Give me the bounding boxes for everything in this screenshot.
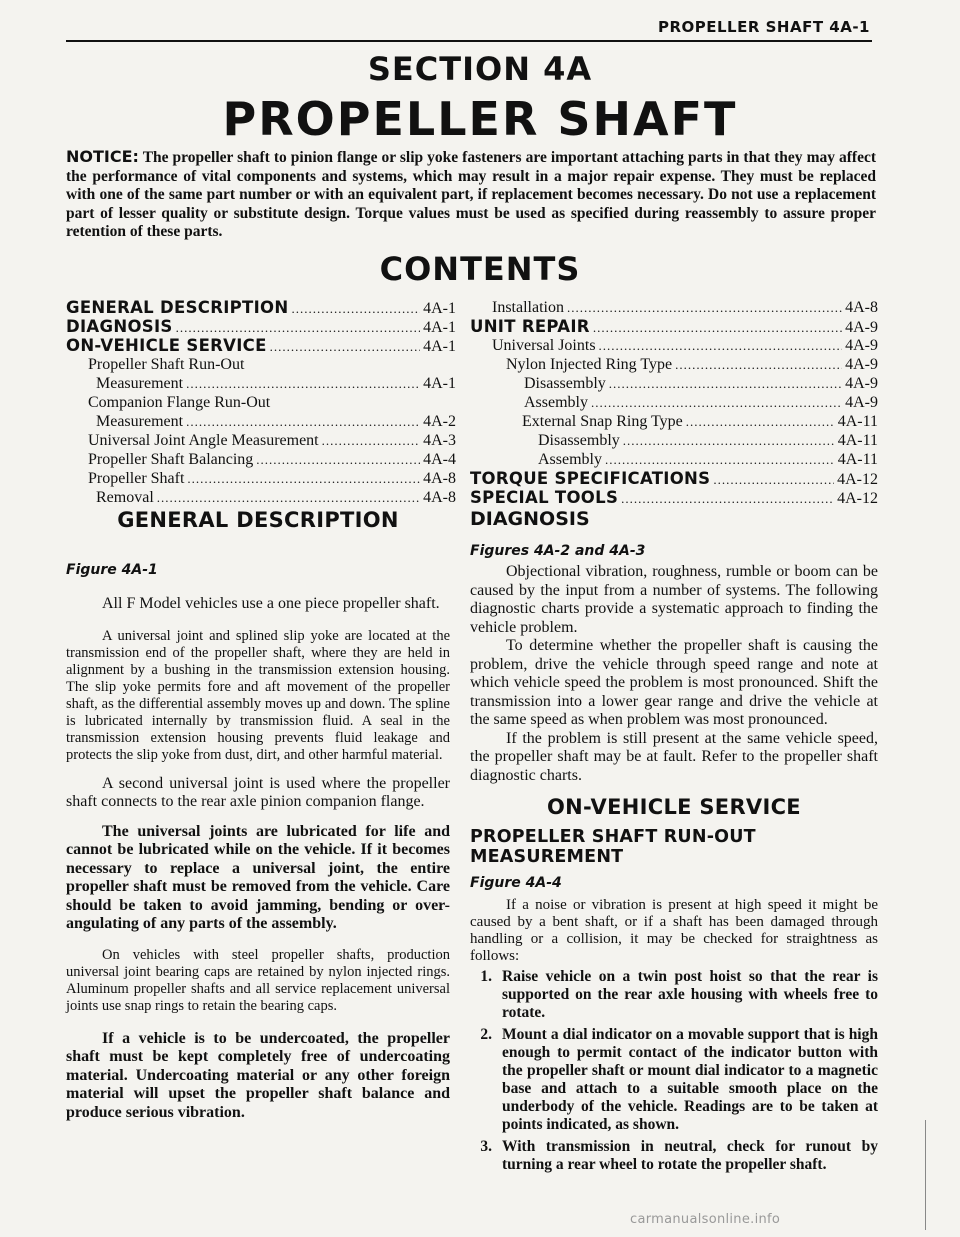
section-label: SECTION 4A: [367, 50, 593, 88]
notice-label: NOTICE:: [66, 147, 139, 166]
toc-entry[interactable]: [66, 450, 456, 469]
diagnosis-paragraph: If the problem is still present at the same vehicle speed, the propeller shaft may be at fault. Refer to the propeller shaft diagnostic charts.: [470, 729, 878, 784]
toc-entry-title: Removal: [96, 489, 154, 506]
toc-entry-page: 4A-1: [423, 338, 456, 355]
step-text: Raise vehicle on a twin post hoist so that the rear is supported on the rear axle housing with wheels free to rotate.: [502, 968, 878, 1021]
toc-entry-page: 4A-9: [845, 394, 878, 411]
toc-entry-page: 4A-8: [423, 470, 456, 487]
toc-entry[interactable]: [470, 336, 878, 355]
notice-text: The propeller shaft to pinion flange or slip yoke fasteners are important attaching parts in that they may affect the performance of vital components and systems, which may result in a major repair expense. They must be replaced with one of the same part number or with an equivalent part, if replacement becomes necessary. Do not use a replacement part of lesser quality or substitute design. Torque values must be used as specified during reassembly to assure proper retention of these parts.: [66, 149, 876, 240]
onvehicle-paragraph: If a noise or vibration is present at high speed it might be caused by a bent shaft, or if a shaft has been damaged through handling or a collision, it may be checked for straightness as follows:: [470, 897, 878, 964]
toc-entry-title: Companion Flange Run-Out: [88, 394, 271, 411]
contents-title: CONTENTS: [379, 250, 581, 288]
general-paragraph: On vehicles with steel propeller shafts, production universal joint bearing caps are retained by nylon injected rings. Aluminum propeller shafts and all service replacement universal joints use snap rings to retain the bearing caps.: [66, 946, 450, 1014]
toc-entry[interactable]: [470, 469, 878, 488]
toc-entry[interactable]: [470, 374, 878, 393]
toc-entry-page: 4A-8: [423, 489, 456, 506]
watermark: carmanualsonline.info: [630, 1212, 781, 1227]
general-description-heading: GENERAL DESCRIPTION: [117, 508, 399, 532]
toc-entry-title: Measurement: [96, 413, 184, 430]
general-paragraph: A universal joint and splined slip yoke are located at the transmission end of the propeller shaft, where they are held in alignment by a bushing in the transmission extension housing. The slip yoke permits fore and aft movement of the propeller shaft, as the differential assembly moves up and down. The spline is lubricated internally by transmission fluid. A seal in the transmission extension housing prevents fluid leakage and protects the slip yoke from dust, dirt, and other harmful material.: [66, 627, 450, 763]
notice-paragraph: [66, 148, 876, 242]
toc-entry-page: 4A-2: [423, 413, 456, 430]
diagnosis-figure-ref: Figures 4A-2 and 4A-3: [470, 543, 646, 559]
toc-entry[interactable]: [470, 298, 878, 317]
toc-entry-page: 4A-3: [423, 432, 456, 449]
procedure-step: [470, 1026, 878, 1134]
procedure-step: [470, 968, 878, 1022]
toc-entry-title: Universal Joint Angle Measurement: [88, 432, 319, 449]
toc-entry-title: Assembly: [524, 394, 588, 411]
toc-entry-title: DIAGNOSIS: [66, 317, 173, 336]
step-number: 3.: [480, 1138, 492, 1155]
toc-entry[interactable]: [66, 412, 456, 431]
step-number: 1.: [480, 968, 492, 985]
toc-right-column: [470, 298, 878, 507]
toc-entry[interactable]: [66, 317, 456, 336]
general-paragraph: If a vehicle is to be undercoated, the propeller shaft must be kept completely free of undercoating material. Undercoating material or any other foreign material will upset the propeller shaft balance and produce serious vibration.: [66, 1029, 450, 1121]
toc-entry[interactable]: [470, 317, 878, 336]
toc-entry[interactable]: [66, 393, 456, 412]
toc-entry-title: External Snap Ring Type: [522, 413, 683, 430]
toc-entry[interactable]: [470, 355, 878, 374]
page-title: PROPELLER SHAFT: [222, 92, 738, 146]
diagnosis-heading: DIAGNOSIS: [470, 508, 590, 530]
toc-entry-page: 4A-11: [837, 432, 878, 449]
step-text: Mount a dial indicator on a movable support that is high enough to permit contact of the indicator button with the propeller shaft or mount dial indicator to a magnetic base and attach to a suitable smooth place on the underbody of the vehicle. Readings are to be taken at points indicated, as shown.: [502, 1026, 878, 1133]
toc-entry-title: Universal Joints: [492, 337, 596, 354]
toc-entry-title: Propeller Shaft Run-Out: [88, 356, 245, 373]
toc-entry[interactable]: [470, 393, 878, 412]
toc-entry-page: 4A-4: [423, 451, 456, 468]
step-text: With transmission in neutral, check for runout by turning a rear wheel to rotate the propeller shaft.: [502, 1138, 878, 1173]
toc-entry-title: Installation: [492, 299, 564, 316]
general-paragraph: The universal joints are lubricated for life and cannot be lubricated while on the vehicle. If it becomes necessary to replace a universal joint, the entire propeller shaft must be removed from the vehicle. Care should be taken to avoid jamming, bending or over-angulating of any parts of the assembly.: [66, 822, 450, 932]
toc-entry-title: Propeller Shaft: [88, 470, 185, 487]
step-number: 2.: [480, 1026, 492, 1043]
procedure-steps: [470, 968, 878, 1174]
onvehicle-figure-ref: Figure 4A-4: [470, 875, 562, 891]
toc-entry-title: SPECIAL TOOLS: [470, 488, 619, 507]
diagnosis-paragraph: To determine whether the propeller shaft is causing the problem, drive the vehicle through speed range and note at which vehicle speed the problem is most pronounced. Shift the transmission into a lower gear range and drive the vehicle at the same speed as when problem was most pronounced.: [470, 637, 878, 728]
toc-entry-page: 4A-9: [845, 375, 878, 392]
toc-entry-title: TORQUE SPECIFICATIONS: [470, 469, 711, 488]
toc-entry-title: Disassembly: [524, 375, 606, 392]
toc-entry-title: ON-VEHICLE SERVICE: [66, 336, 267, 355]
toc-entry-page: 4A-12: [837, 471, 878, 488]
toc-entry[interactable]: [66, 336, 456, 355]
procedure-step: [470, 1138, 878, 1174]
header-rule: [66, 40, 872, 42]
left-column: [66, 508, 450, 1122]
toc-entry-title: Propeller Shaft Balancing: [88, 451, 254, 468]
running-header: PROPELLER SHAFT 4A-1: [657, 18, 870, 36]
toc-entry-page: 4A-9: [845, 356, 878, 373]
general-figure-ref: Figure 4A-1: [66, 562, 158, 578]
general-paragraph: A second universal joint is used where the propeller shaft connects to the rear axle pinion companion flange.: [66, 774, 450, 810]
toc-entry-title: Assembly: [538, 451, 602, 468]
toc-entry-page: 4A-11: [837, 451, 878, 468]
toc-entry-title: Nylon Injected Ring Type: [506, 356, 673, 373]
toc-entry[interactable]: [470, 431, 878, 450]
toc-entry-page: 4A-11: [837, 413, 878, 430]
toc-entry[interactable]: [66, 355, 456, 374]
toc-entry-page: 4A-1: [423, 375, 456, 392]
right-column: [470, 508, 878, 1174]
on-vehicle-service-heading: ON-VEHICLE SERVICE: [547, 795, 801, 819]
toc-entry[interactable]: [66, 488, 456, 507]
page-edge-line: [925, 1120, 926, 1230]
toc-entry-page: 4A-9: [845, 337, 878, 354]
diagnosis-paragraph: Objectional vibration, roughness, rumble or boom can be caused by the input from a number of systems. The following diagnostic charts provide a systematic approach to finding the vehicle problem.: [470, 563, 878, 636]
toc-entry[interactable]: [66, 431, 456, 450]
toc-entry[interactable]: [470, 450, 878, 469]
toc-entry-page: 4A-9: [845, 319, 878, 336]
toc-entry-title: Measurement: [96, 375, 184, 392]
toc-entry-page: 4A-12: [837, 490, 878, 507]
toc-entry[interactable]: [470, 488, 878, 507]
toc-entry[interactable]: [66, 298, 456, 317]
toc-entry-page: 4A-1: [423, 300, 456, 317]
toc-entry[interactable]: [470, 412, 878, 431]
toc-entry-page: 4A-8: [845, 299, 878, 316]
runout-measurement-heading: PROPELLER SHAFT RUN-OUT MEASUREMENT: [470, 827, 756, 867]
toc-entry[interactable]: [66, 374, 456, 393]
general-paragraph: All F Model vehicles use a one piece propeller shaft.: [102, 595, 440, 612]
toc-entry[interactable]: [66, 469, 456, 488]
toc-entry-title: Disassembly: [538, 432, 620, 449]
toc-entry-title: UNIT REPAIR: [470, 317, 590, 336]
toc-entry-title: GENERAL DESCRIPTION: [66, 298, 289, 317]
toc-entry-page: 4A-1: [423, 319, 456, 336]
toc-left-column: [66, 298, 456, 507]
